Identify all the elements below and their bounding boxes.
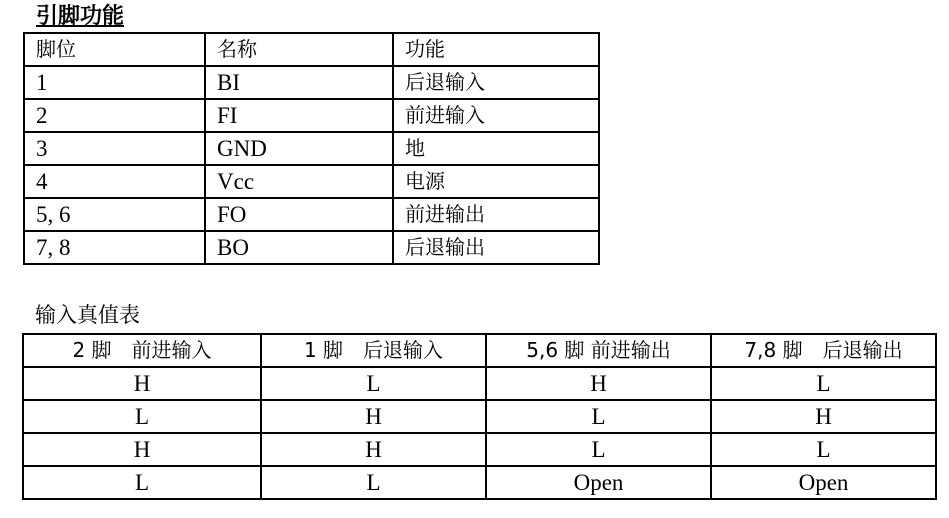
truth-cell: L: [23, 400, 261, 433]
truth-cell: H: [261, 400, 486, 433]
pin-function-table: [23, 32, 600, 265]
truth-cell: H: [711, 400, 936, 433]
pin-function-heading: 引脚功能: [36, 4, 125, 29]
truth-cell: Open: [486, 466, 711, 499]
table-row: [24, 231, 599, 264]
table-header-row: [24, 33, 599, 66]
header-pin56-forward-output: 5,6 脚 前进输出: [486, 334, 711, 367]
truth-cell: L: [486, 433, 711, 466]
truth-cell: L: [711, 367, 936, 400]
header-pin1-backward-input: 1 脚 后退输入: [261, 334, 486, 367]
table-row: [23, 433, 936, 466]
name-cell: GND: [205, 132, 393, 165]
table-row: [23, 466, 936, 499]
truth-cell: H: [23, 367, 261, 400]
function-cell: 前进输出: [393, 198, 599, 231]
name-cell: FI: [205, 99, 393, 132]
function-cell: 前进输入: [393, 99, 599, 132]
table-row: [24, 66, 599, 99]
table-row: [24, 198, 599, 231]
table-row: [23, 400, 936, 433]
truth-cell: H: [261, 433, 486, 466]
truth-table-title: 输入真值表: [35, 303, 140, 327]
pin-cell: 5, 6: [24, 198, 205, 231]
pin-cell: 4: [24, 165, 205, 198]
header-name: 名称: [205, 33, 393, 66]
truth-cell: H: [23, 433, 261, 466]
name-cell: FO: [205, 198, 393, 231]
truth-cell: Open: [711, 466, 936, 499]
table-row: [23, 367, 936, 400]
name-cell: BI: [205, 66, 393, 99]
name-cell: Vcc: [205, 165, 393, 198]
pin-cell: 1: [24, 66, 205, 99]
truth-cell: H: [486, 367, 711, 400]
table-row: [24, 99, 599, 132]
header-pin2-forward-input: 2 脚 前进输入: [23, 334, 261, 367]
truth-table: [22, 333, 937, 500]
table-row: [24, 165, 599, 198]
function-cell: 后退输出: [393, 231, 599, 264]
header-pin: 脚位: [24, 33, 205, 66]
truth-cell: L: [261, 367, 486, 400]
pin-cell: 7, 8: [24, 231, 205, 264]
header-pin78-backward-output: 7,8 脚 后退输出: [711, 334, 936, 367]
function-cell: 后退输入: [393, 66, 599, 99]
truth-cell: L: [711, 433, 936, 466]
pin-cell: 2: [24, 99, 205, 132]
header-function: 功能: [393, 33, 599, 66]
truth-cell: L: [261, 466, 486, 499]
function-cell: 地: [393, 132, 599, 165]
pin-cell: 3: [24, 132, 205, 165]
truth-cell: L: [486, 400, 711, 433]
table-row: [24, 132, 599, 165]
truth-cell: L: [23, 466, 261, 499]
table-header-row: [23, 334, 936, 367]
name-cell: BO: [205, 231, 393, 264]
function-cell: 电源: [393, 165, 599, 198]
